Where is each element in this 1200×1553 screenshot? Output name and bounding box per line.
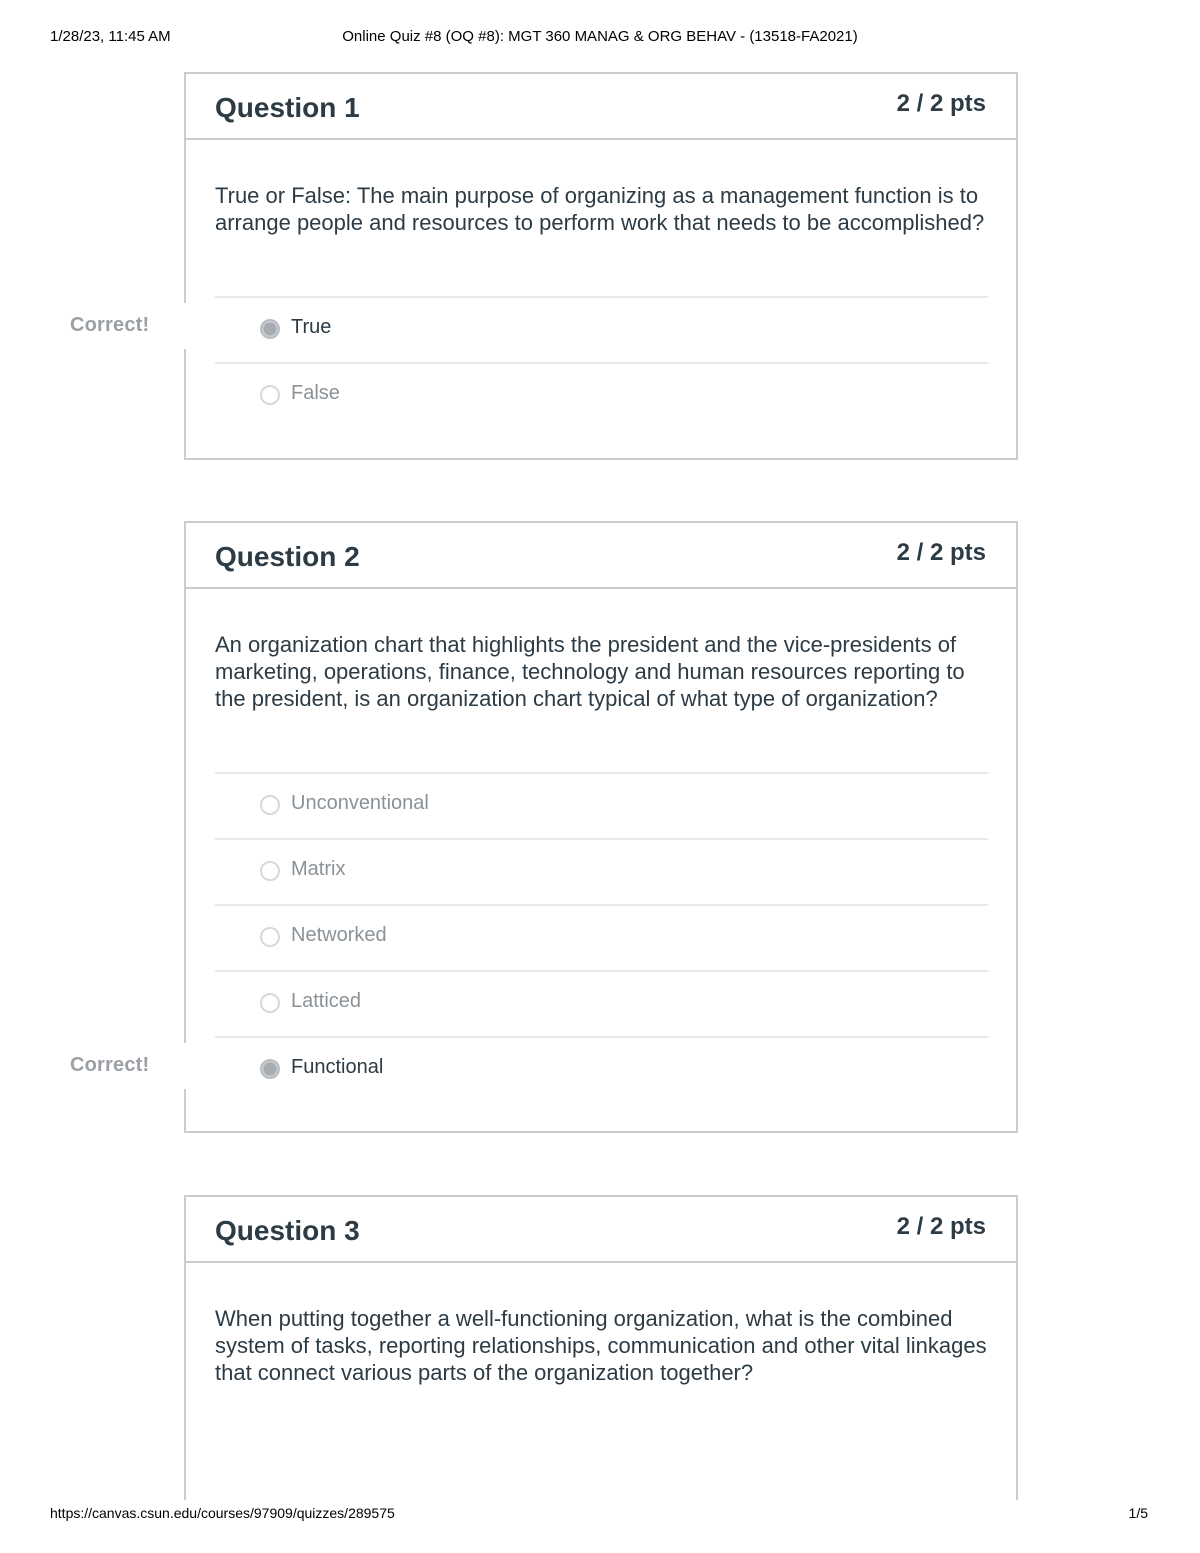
answer-option-true[interactable] (215, 296, 988, 362)
answer-option-functional[interactable] (215, 1036, 988, 1102)
answer-option-matrix[interactable] (215, 838, 988, 904)
question-text: When putting together a well-functioning organization, what is the combined system of tasks, reporting relationships, communication and other vital linkages that connect various parts of the organization together? (215, 1306, 987, 1385)
radio-icon[interactable] (260, 385, 280, 405)
correct-label: Correct! (70, 1054, 150, 1076)
question-1 (184, 72, 1018, 460)
print-page-title: Online Quiz #8 (OQ #8): MGT 360 MANAG & ORG BEHAV - (13518-FA2021) (342, 28, 858, 45)
answer-label: True (291, 316, 332, 338)
question-text: True or False: The main purpose of organizing as a management function is to arrange people and resources to perform work that needs to be accomplished? (215, 183, 985, 235)
question-points: 2 / 2 pts (896, 90, 986, 117)
question-header (186, 1197, 1016, 1263)
question-title: Question 1 (215, 92, 360, 123)
question-points: 2 / 2 pts (896, 1213, 986, 1240)
radio-icon[interactable] (260, 993, 280, 1013)
answer-list (215, 296, 988, 428)
print-url: https://canvas.csun.edu/courses/97909/quizzes/289575 (50, 1505, 395, 1521)
question-title: Question 3 (215, 1215, 360, 1246)
answer-label: Functional (291, 1056, 384, 1078)
radio-icon[interactable] (260, 927, 280, 947)
question-2 (184, 521, 1018, 1133)
print-footer (0, 1505, 1200, 1525)
radio-icon[interactable] (260, 861, 280, 881)
answer-label: Matrix (291, 858, 346, 880)
correct-answer-tag (58, 303, 188, 349)
answer-label: Networked (291, 924, 387, 946)
radio-selected-icon[interactable] (260, 319, 280, 339)
question-title: Question 2 (215, 541, 360, 572)
answer-label: Unconventional (291, 792, 429, 814)
question-header (186, 523, 1016, 589)
print-header (0, 28, 1200, 50)
answer-option-false[interactable] (215, 362, 988, 428)
answer-option-latticed[interactable] (215, 970, 988, 1036)
print-date: 1/28/23, 11:45 AM (50, 28, 171, 45)
question-points: 2 / 2 pts (896, 539, 986, 566)
correct-label: Correct! (70, 314, 150, 336)
radio-icon[interactable] (260, 795, 280, 815)
answer-option-unconventional[interactable] (215, 772, 988, 838)
answer-label: False (291, 382, 340, 404)
print-page-number: 1/5 (1128, 1505, 1148, 1521)
question-text: An organization chart that highlights the president and the vice-presidents of marketing, operations, finance, technology and human resources reporting to the president, is an organization chart typical of what type of organization? (215, 632, 965, 711)
answer-option-networked[interactable] (215, 904, 988, 970)
question-header (186, 74, 1016, 140)
radio-selected-icon[interactable] (260, 1059, 280, 1079)
answer-label: Latticed (291, 990, 362, 1012)
answer-list (215, 772, 988, 1102)
correct-answer-tag (58, 1043, 188, 1089)
